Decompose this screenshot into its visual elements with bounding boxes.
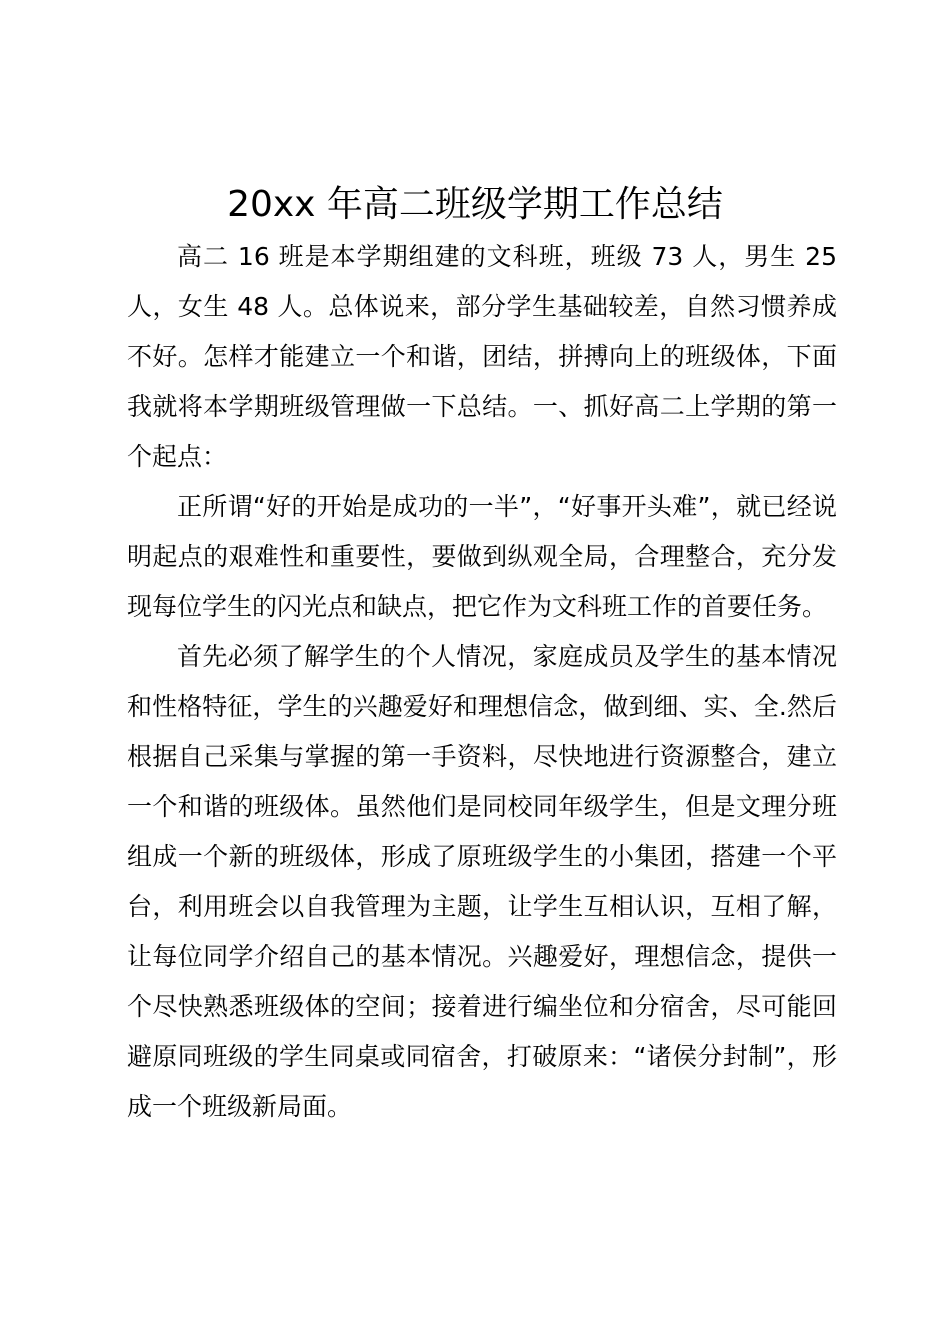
document-body xyxy=(127,232,837,1132)
paragraph-intro: 高二 16 班是本学期组建的文科班，班级 73 人，男生 25 人，女生 48 人。总体说来，部分学生基础较差，自然习惯养成不好。怎样才能建立一个和谐，团结，拼搏向上的班级体，下面我就将本学期班级管理做一下总结。一、抓好高二上学期的第一个起点： xyxy=(127,242,837,471)
paragraph-understanding-students: 首先必须了解学生的个人情况，家庭成员及学生的基本情况和性格特征，学生的兴趣爱好和理想信念，做到细、实、全.然后根据自己采集与掌握的第一手资料，尽快地进行资源整合，建立一个和谐的班级体。虽然他们是同校同年级学生，但是文理分班组成一个新的班级体，形成了原班级学生的小集团，搭建一个平台，利用班会以自我管理为主题，让学生互相认识，互相了解，让每位同学介绍自己的基本情况。兴趣爱好，理想信念，提供一个尽快熟悉班级体的空间；接着进行编坐位和分宿舍，尽可能回避原同班级的学生同桌或同宿舍，打破原来：“诸侯分封制”，形成一个班级新局面。 xyxy=(127,642,837,1121)
document-title: 20xx 年高二班级学期工作总结 xyxy=(227,184,723,225)
paragraph-starting-point: 正所谓“好的开始是成功的一半”，“好事开头难”，就已经说明起点的艰难性和重要性，要做到纵观全局，合理整合，充分发现每位学生的闪光点和缺点，把它作为文科班工作的首要任务。 xyxy=(127,492,837,621)
